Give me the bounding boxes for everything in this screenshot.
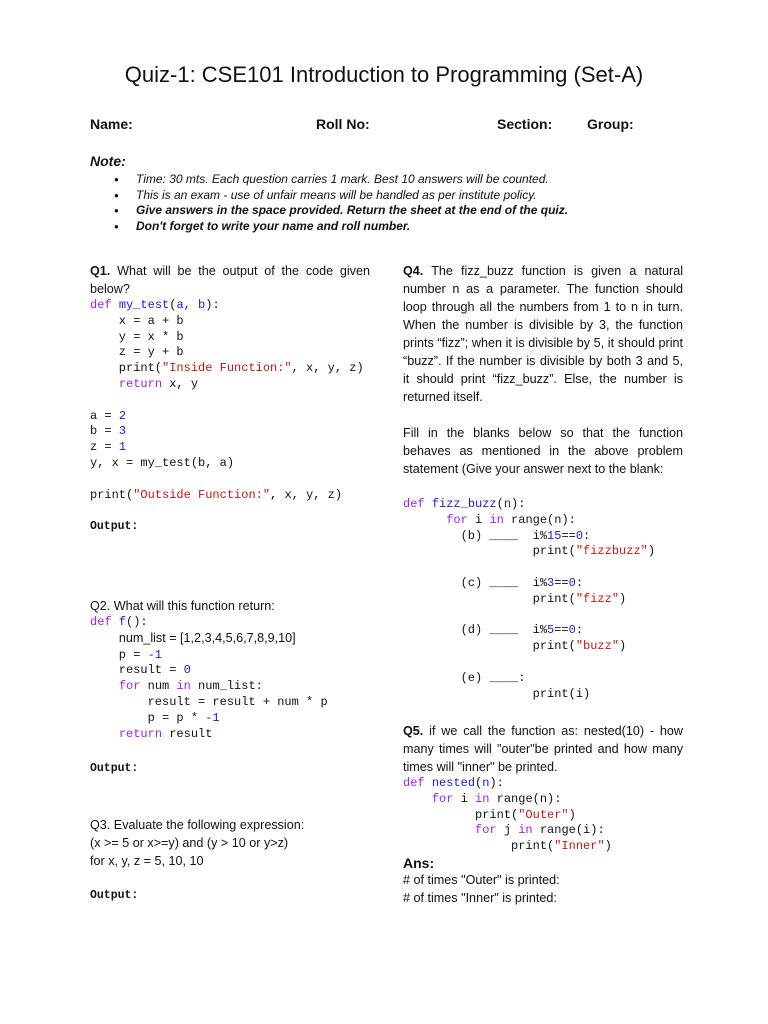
page-title: Quiz-1: CSE101 Introduction to Programming (Set-A) [124,62,644,87]
note-list [90,172,568,234]
q1-prompt [90,262,370,298]
q4-code: def fizz_buzz(n): for i in range(n): (b) ____ i%15==0: print("fizzbuzz") (c) ____ i%3==0: print("fizz") (d) ____ i%5==0: print("buzz") (e) ____: print(i) [403,497,656,701]
q1-text: What will be the output of the code given below? [90,264,370,296]
q5-inner-count: # of times "Inner" is printed: [403,890,557,905]
q5-label: Q5. [403,724,424,738]
q3-values: for x, y, z = 5, 10, 10 [90,854,204,868]
q4-prompt [403,262,683,406]
q3-output-label: Output: [90,889,139,902]
note-heading: Note: [90,153,126,169]
q1-code: def my_test(a, b): x = a + b y = x * b z = y + b print("Inside Function:", x, y, z) return x, y a = 2 b = 3 z = 1 y, x = my_test(b, a) print("Outside Function:", x, y, z) [90,298,364,502]
q4-text: The fizz_buzz function is given a natural number n as a parameter. The function should loop through all the numbers from 1 to n in turn. When the number is divisible by 3, the function prints “fizz”; when it is divisible by 5, it should print “buzz”. If the number is divisible by both 3 and 5, it should print “fizz_buzz”. Else, the number is returned itself. [403,264,683,404]
q3-expression: (x >= 5 or x>=y) and (y > 10 or y>z) [90,836,289,850]
q2-output-label: Output: [90,762,139,776]
q2-prompt: Q2. What will this function return: [90,599,275,613]
question-2 [90,597,370,775]
note-item: ● This is an exam - use of unfair means will be handled as per institute policy. [90,188,568,204]
q1-label: Q1. [90,264,111,278]
group-label: Group: [587,116,634,132]
section-label: Section: [497,116,553,132]
q1-output-label: Output: [90,520,139,534]
q4-instruction: Fill in the blanks below so that the function behaves as mentioned in the above problem statement (Give your answer next to the blank: [403,426,683,476]
roll-no-label: Roll No: [316,116,370,132]
name-label: Name: [90,116,133,132]
question-4 [403,262,683,702]
question-3 [90,816,370,902]
q3-line1: Q3. Evaluate the following expression: [90,818,305,832]
q4-label: Q4. [403,264,424,278]
q2-code: def f(): num_list = [1,2,3,4,5,6,7,8,9,10] p = -1 result = 0 for num in num_list: result = result + num * p p = p * -1 return result [90,615,328,741]
note-item: ● Time: 30 mts. Each question carries 1 mark. Best 10 answers will be counted. [90,172,568,188]
note-item: ● Give answers in the space provided. Return the sheet at the end of the quiz. [90,203,568,219]
q5-text: if we call the function as: nested(10) - how many times will "outer"be printed and how many times will "inner" be printed. [403,724,683,774]
q5-outer-count: # of times "Outer" is printed: [403,872,560,887]
q5-ans-label: Ans: [403,854,435,871]
note-item: ● Don't forget to write your name and roll number. [90,219,568,235]
q5-code: def nested(n): for i in range(n): print("Outer") for j in range(i): print("Inner") [403,776,612,854]
question-5 [403,722,683,907]
question-1 [90,262,370,533]
q5-prompt [403,722,683,776]
